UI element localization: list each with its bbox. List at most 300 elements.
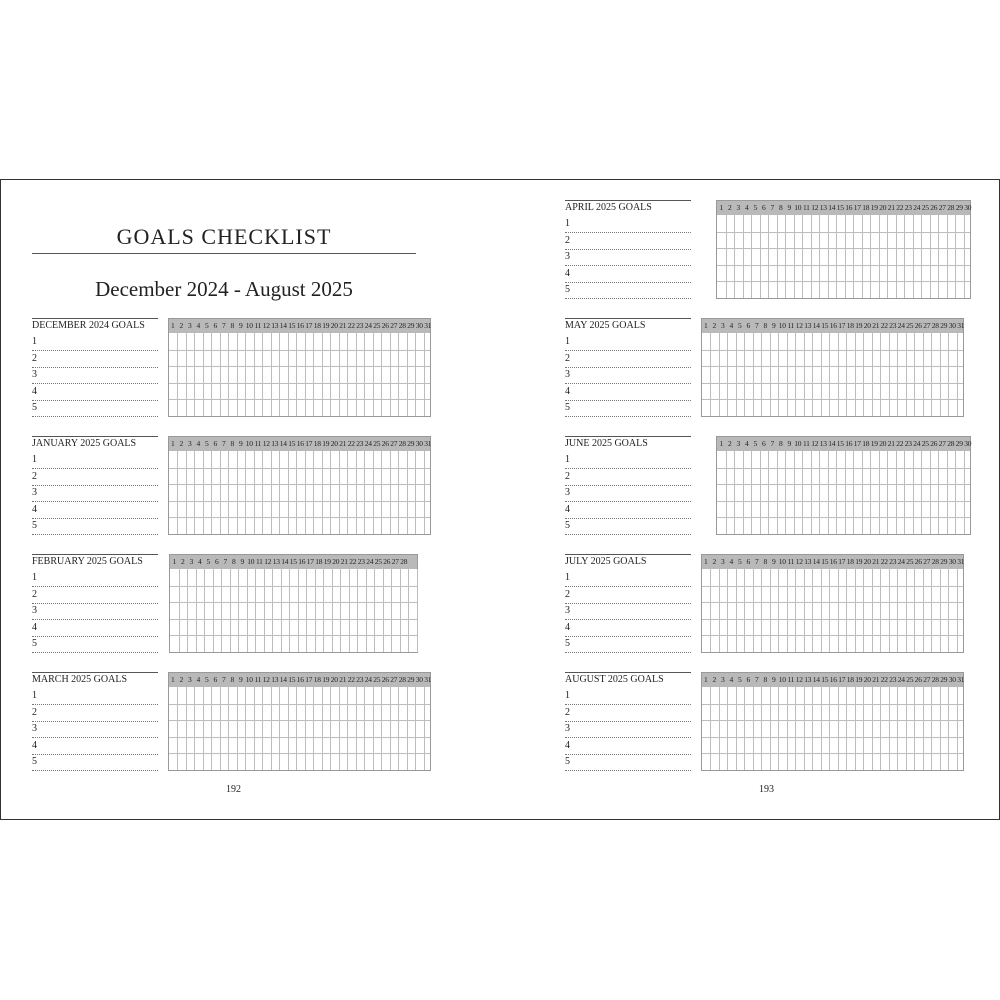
grid-row-line xyxy=(169,366,431,367)
month-goals-block xyxy=(32,554,452,658)
grid-column-line xyxy=(407,333,408,416)
grid-column-line xyxy=(398,687,399,770)
grid-column-line xyxy=(768,451,769,534)
grid-column-line xyxy=(719,569,720,652)
grid-row-line xyxy=(169,517,431,518)
day-checklist-grid xyxy=(716,200,971,299)
grid-column-line xyxy=(262,687,263,770)
day-number: 9 xyxy=(787,203,791,212)
day-number: 1 xyxy=(172,557,176,566)
goal-line[interactable]: 2 xyxy=(565,587,691,604)
day-number: 21 xyxy=(887,439,895,448)
day-number: 31 xyxy=(957,675,965,684)
day-number: 11 xyxy=(255,557,263,566)
day-number: 26 xyxy=(381,321,389,330)
grid-column-line xyxy=(940,687,941,770)
day-number: 15 xyxy=(288,321,296,330)
day-number: 5 xyxy=(738,557,742,566)
day-number: 19 xyxy=(855,675,863,684)
grid-column-line xyxy=(390,451,391,534)
day-number: 7 xyxy=(770,439,774,448)
day-checklist-grid xyxy=(701,672,965,771)
day-number: 2 xyxy=(728,439,732,448)
grid-column-line xyxy=(802,215,803,298)
goal-line[interactable]: 4 xyxy=(32,620,158,637)
day-number: 3 xyxy=(188,439,192,448)
day-number: 12 xyxy=(795,557,803,566)
grid-row-line xyxy=(702,399,964,400)
grid-column-line xyxy=(245,687,246,770)
day-number: 20 xyxy=(332,557,340,566)
goal-header-rule xyxy=(565,200,691,201)
grid-column-line xyxy=(281,569,282,652)
goal-line[interactable]: 2 xyxy=(565,705,691,722)
grid-column-line xyxy=(914,333,915,416)
day-number: 27 xyxy=(923,557,931,566)
grid-column-line xyxy=(186,333,187,416)
day-number: 21 xyxy=(872,557,880,566)
grid-column-line xyxy=(778,333,779,416)
grid-column-line xyxy=(289,569,290,652)
day-number: 18 xyxy=(862,439,870,448)
day-number: 20 xyxy=(330,675,338,684)
grid-column-line xyxy=(177,333,178,416)
day-number: 3 xyxy=(189,557,193,566)
day-number: 26 xyxy=(381,439,389,448)
day-number: 18 xyxy=(846,675,854,684)
goal-line[interactable]: 2 xyxy=(565,351,691,368)
grid-column-line xyxy=(862,451,863,534)
grid-column-line xyxy=(315,569,316,652)
goal-line[interactable]: 1 xyxy=(565,452,691,469)
goal-line[interactable]: 4 xyxy=(565,384,691,401)
grid-column-line xyxy=(726,215,727,298)
day-number: 25 xyxy=(906,675,914,684)
day-number: 16 xyxy=(296,675,304,684)
goal-line[interactable]: 5 xyxy=(32,754,158,771)
day-checklist-grid xyxy=(716,436,971,535)
goal-line[interactable]: 2 xyxy=(32,705,158,722)
month-goals-block xyxy=(32,318,452,422)
page-number-right: 193 xyxy=(759,784,774,795)
goal-line[interactable]: 3 xyxy=(32,367,158,384)
day-number: 6 xyxy=(213,321,217,330)
goal-header-rule xyxy=(32,672,158,673)
day-number: 12 xyxy=(262,439,270,448)
day-number: 9 xyxy=(240,557,244,566)
grid-column-line xyxy=(921,215,922,298)
day-number: 5 xyxy=(738,675,742,684)
day-number: 11 xyxy=(787,557,795,566)
grid-column-line xyxy=(913,215,914,298)
goal-line[interactable]: 5 xyxy=(565,282,691,299)
grid-column-line xyxy=(364,333,365,416)
day-number: 16 xyxy=(298,557,306,566)
day-number: 4 xyxy=(745,439,749,448)
day-number: 15 xyxy=(288,675,296,684)
day-number: 22 xyxy=(896,439,904,448)
month-goals-title: JULY 2025 GOALS xyxy=(565,556,647,567)
day-number: 15 xyxy=(836,203,844,212)
grid-column-line xyxy=(237,333,238,416)
day-number: 19 xyxy=(855,321,863,330)
day-number: 30 xyxy=(948,675,956,684)
grid-column-line xyxy=(870,215,871,298)
day-number: 10 xyxy=(247,557,255,566)
day-number: 23 xyxy=(889,557,897,566)
grid-column-line xyxy=(288,333,289,416)
goal-line[interactable]: 1 xyxy=(565,216,691,233)
goal-line[interactable]: 5 xyxy=(565,636,691,653)
grid-column-line xyxy=(795,333,796,416)
day-checklist-grid xyxy=(701,554,965,653)
day-number: 29 xyxy=(940,557,948,566)
day-number: 9 xyxy=(787,439,791,448)
day-number: 28 xyxy=(398,321,406,330)
day-number: 21 xyxy=(872,675,880,684)
grid-row-line xyxy=(170,635,417,636)
grid-column-line xyxy=(221,569,222,652)
grid-row-line xyxy=(169,753,431,754)
grid-column-line xyxy=(271,687,272,770)
goal-header-rule xyxy=(565,318,691,319)
goal-line[interactable]: 3 xyxy=(32,721,158,738)
grid-column-line xyxy=(846,687,847,770)
grid-row-line xyxy=(170,602,417,603)
goal-line[interactable]: 2 xyxy=(32,587,158,604)
goal-line[interactable]: 1 xyxy=(32,570,158,587)
grid-column-line xyxy=(340,569,341,652)
goal-line[interactable]: 3 xyxy=(32,485,158,502)
month-goals-block xyxy=(32,436,452,540)
goal-line[interactable]: 3 xyxy=(565,249,691,266)
day-number: 2 xyxy=(179,439,183,448)
grid-column-line xyxy=(879,451,880,534)
grid-column-line xyxy=(863,687,864,770)
day-number: 19 xyxy=(323,557,331,566)
goal-line[interactable]: 4 xyxy=(565,620,691,637)
day-number: 17 xyxy=(305,439,313,448)
day-number: 10 xyxy=(778,321,786,330)
goal-line[interactable]: 1 xyxy=(32,452,158,469)
day-number: 23 xyxy=(904,439,912,448)
goal-line[interactable]: 2 xyxy=(32,469,158,486)
month-goals-title: DECEMBER 2024 GOALS xyxy=(32,320,145,331)
grid-row-line xyxy=(169,501,431,502)
day-number: 2 xyxy=(181,557,185,566)
grid-column-line xyxy=(906,687,907,770)
grid-column-line xyxy=(906,333,907,416)
grid-column-line xyxy=(339,687,340,770)
day-number: 13 xyxy=(804,557,812,566)
day-number: 17 xyxy=(838,557,846,566)
grid-column-line xyxy=(332,569,333,652)
grid-column-line xyxy=(855,333,856,416)
goal-line[interactable]: 3 xyxy=(32,603,158,620)
day-number: 28 xyxy=(931,321,939,330)
month-goals-title: MARCH 2025 GOALS xyxy=(32,674,128,685)
grid-column-line xyxy=(744,687,745,770)
day-number: 21 xyxy=(339,439,347,448)
day-number: 8 xyxy=(230,675,234,684)
day-number: 8 xyxy=(763,321,767,330)
day-number: 26 xyxy=(914,557,922,566)
day-number: 24 xyxy=(897,321,905,330)
grid-column-line xyxy=(407,451,408,534)
grid-column-line xyxy=(254,687,255,770)
goal-line[interactable]: 4 xyxy=(32,384,158,401)
grid-column-line xyxy=(347,333,348,416)
grid-column-line xyxy=(220,333,221,416)
day-number: 27 xyxy=(923,321,931,330)
goal-line[interactable]: 5 xyxy=(32,636,158,653)
day-number: 28 xyxy=(931,675,939,684)
month-goals-block xyxy=(565,200,985,304)
grid-row-line xyxy=(702,737,964,738)
grid-row-line xyxy=(702,635,964,636)
day-number: 25 xyxy=(921,439,929,448)
day-number: 2 xyxy=(179,675,183,684)
grid-column-line xyxy=(398,451,399,534)
day-number: 18 xyxy=(313,675,321,684)
day-number: 1 xyxy=(719,439,723,448)
goal-line[interactable]: 2 xyxy=(32,351,158,368)
goal-line[interactable]: 1 xyxy=(32,334,158,351)
grid-row-line xyxy=(169,468,431,469)
grid-column-line xyxy=(819,451,820,534)
grid-column-line xyxy=(938,215,939,298)
day-number: 16 xyxy=(845,439,853,448)
day-number: 25 xyxy=(374,557,382,566)
grid-row-line xyxy=(169,350,431,351)
day-number: 24 xyxy=(364,675,372,684)
grid-column-line xyxy=(862,215,863,298)
day-number: 1 xyxy=(704,675,708,684)
grid-column-line xyxy=(391,569,392,652)
grid-column-line xyxy=(785,215,786,298)
day-number: 10 xyxy=(245,321,253,330)
grid-row-line xyxy=(717,265,970,266)
day-number: 25 xyxy=(373,675,381,684)
grid-row-line xyxy=(702,602,964,603)
grid-row-line xyxy=(702,720,964,721)
grid-column-line xyxy=(829,687,830,770)
day-number: 18 xyxy=(846,321,854,330)
goal-line[interactable]: 2 xyxy=(565,469,691,486)
day-number: 3 xyxy=(188,675,192,684)
grid-column-line xyxy=(330,333,331,416)
grid-row-line xyxy=(169,383,431,384)
day-number: 24 xyxy=(366,557,374,566)
grid-row-line xyxy=(717,232,970,233)
grid-column-line xyxy=(821,687,822,770)
grid-column-line xyxy=(845,215,846,298)
goal-line[interactable]: 1 xyxy=(32,688,158,705)
day-number: 4 xyxy=(196,439,200,448)
goal-line[interactable]: 5 xyxy=(32,400,158,417)
day-number: 26 xyxy=(930,439,938,448)
grid-column-line xyxy=(751,215,752,298)
grid-column-line xyxy=(381,333,382,416)
day-number: 24 xyxy=(364,321,372,330)
grid-column-line xyxy=(914,687,915,770)
grid-column-line xyxy=(424,451,425,534)
goal-line[interactable]: 4 xyxy=(565,266,691,283)
goal-line[interactable]: 2 xyxy=(565,233,691,250)
grid-column-line xyxy=(262,451,263,534)
goal-header-rule xyxy=(32,554,158,555)
day-number: 8 xyxy=(763,675,767,684)
grid-column-line xyxy=(347,451,348,534)
day-number: 19 xyxy=(855,557,863,566)
grid-column-line xyxy=(923,687,924,770)
goal-line[interactable]: 1 xyxy=(565,570,691,587)
day-number: 28 xyxy=(398,675,406,684)
day-number: 2 xyxy=(712,321,716,330)
day-number: 27 xyxy=(391,557,399,566)
day-number: 26 xyxy=(381,675,389,684)
grid-column-line xyxy=(846,333,847,416)
day-number: 15 xyxy=(821,557,829,566)
day-number: 11 xyxy=(787,675,795,684)
grid-column-line xyxy=(364,451,365,534)
grid-row-line xyxy=(169,399,431,400)
month-goals-block xyxy=(32,672,452,776)
day-number: 11 xyxy=(254,675,262,684)
goal-header-rule xyxy=(565,436,691,437)
goal-line[interactable]: 5 xyxy=(565,518,691,535)
day-number: 5 xyxy=(205,675,209,684)
grid-column-line xyxy=(880,687,881,770)
day-number: 22 xyxy=(880,675,888,684)
day-number: 12 xyxy=(811,439,819,448)
day-number: 4 xyxy=(729,675,733,684)
day-number: 13 xyxy=(272,557,280,566)
title-rule xyxy=(32,253,416,254)
grid-column-line xyxy=(853,451,854,534)
day-number: 29 xyxy=(955,203,963,212)
day-number: 22 xyxy=(880,321,888,330)
grid-column-line xyxy=(356,333,357,416)
goal-line[interactable]: 3 xyxy=(565,367,691,384)
grid-column-line xyxy=(400,569,401,652)
day-number: 17 xyxy=(306,557,314,566)
grid-column-line xyxy=(863,569,864,652)
goal-line[interactable]: 5 xyxy=(565,754,691,771)
day-number: 6 xyxy=(746,321,750,330)
grid-column-line xyxy=(887,451,888,534)
grid-row-line xyxy=(717,281,970,282)
grid-row-line xyxy=(717,517,970,518)
day-number: 29 xyxy=(955,439,963,448)
day-number: 22 xyxy=(347,321,355,330)
day-number: 16 xyxy=(845,203,853,212)
day-number: 29 xyxy=(407,675,415,684)
grid-column-line xyxy=(785,451,786,534)
day-number: 4 xyxy=(729,557,733,566)
goal-line[interactable]: 4 xyxy=(565,738,691,755)
grid-column-line xyxy=(220,687,221,770)
grid-column-line xyxy=(220,451,221,534)
grid-column-line xyxy=(187,569,188,652)
grid-column-line xyxy=(751,451,752,534)
goal-line[interactable]: 1 xyxy=(565,334,691,351)
grid-column-line xyxy=(237,687,238,770)
goal-line[interactable]: 4 xyxy=(32,738,158,755)
grid-column-line xyxy=(424,333,425,416)
grid-column-line xyxy=(930,215,931,298)
grid-column-line xyxy=(955,215,956,298)
goal-line[interactable]: 5 xyxy=(32,518,158,535)
day-number: 15 xyxy=(288,439,296,448)
goal-line[interactable]: 3 xyxy=(565,485,691,502)
goal-line[interactable]: 4 xyxy=(32,502,158,519)
grid-column-line xyxy=(760,451,761,534)
grid-column-line xyxy=(356,451,357,534)
day-number: 4 xyxy=(729,321,733,330)
grid-column-line xyxy=(743,215,744,298)
grid-column-line xyxy=(288,687,289,770)
grid-row-line xyxy=(702,704,964,705)
grid-column-line xyxy=(795,687,796,770)
day-number: 28 xyxy=(947,439,955,448)
goal-line[interactable]: 5 xyxy=(565,400,691,417)
grid-column-line xyxy=(914,569,915,652)
grid-row-line xyxy=(702,383,964,384)
grid-column-line xyxy=(896,451,897,534)
grid-column-line xyxy=(821,333,822,416)
grid-column-line xyxy=(727,687,728,770)
goal-line[interactable]: 1 xyxy=(565,688,691,705)
grid-column-line xyxy=(366,569,367,652)
grid-column-line xyxy=(845,451,846,534)
day-number: 3 xyxy=(721,321,725,330)
grid-column-line xyxy=(726,451,727,534)
date-range-subtitle: December 2024 - August 2025 xyxy=(95,277,353,301)
grid-column-line xyxy=(322,451,323,534)
grid-column-line xyxy=(770,569,771,652)
day-number: 15 xyxy=(289,557,297,566)
grid-row-line xyxy=(169,704,431,705)
day-number: 31 xyxy=(424,439,432,448)
grid-row-line xyxy=(169,484,431,485)
day-number: 12 xyxy=(262,321,270,330)
grid-column-line xyxy=(931,569,932,652)
goal-line[interactable]: 3 xyxy=(565,721,691,738)
day-number: 7 xyxy=(222,439,226,448)
grid-column-line xyxy=(889,333,890,416)
grid-column-line xyxy=(203,687,204,770)
goal-line[interactable]: 3 xyxy=(565,603,691,620)
day-number: 16 xyxy=(829,557,837,566)
day-number: 17 xyxy=(305,321,313,330)
grid-column-line xyxy=(339,451,340,534)
grid-column-line xyxy=(897,687,898,770)
day-number: 13 xyxy=(819,203,827,212)
grid-column-line xyxy=(836,215,837,298)
day-number: 6 xyxy=(746,557,750,566)
day-number: 2 xyxy=(712,557,716,566)
grid-column-line xyxy=(761,333,762,416)
grid-column-line xyxy=(196,569,197,652)
grid-column-line xyxy=(897,333,898,416)
goal-line[interactable]: 4 xyxy=(565,502,691,519)
day-number: 6 xyxy=(213,439,217,448)
day-number: 14 xyxy=(812,557,820,566)
grid-column-line xyxy=(904,215,905,298)
grid-column-line xyxy=(245,333,246,416)
grid-column-line xyxy=(230,569,231,652)
